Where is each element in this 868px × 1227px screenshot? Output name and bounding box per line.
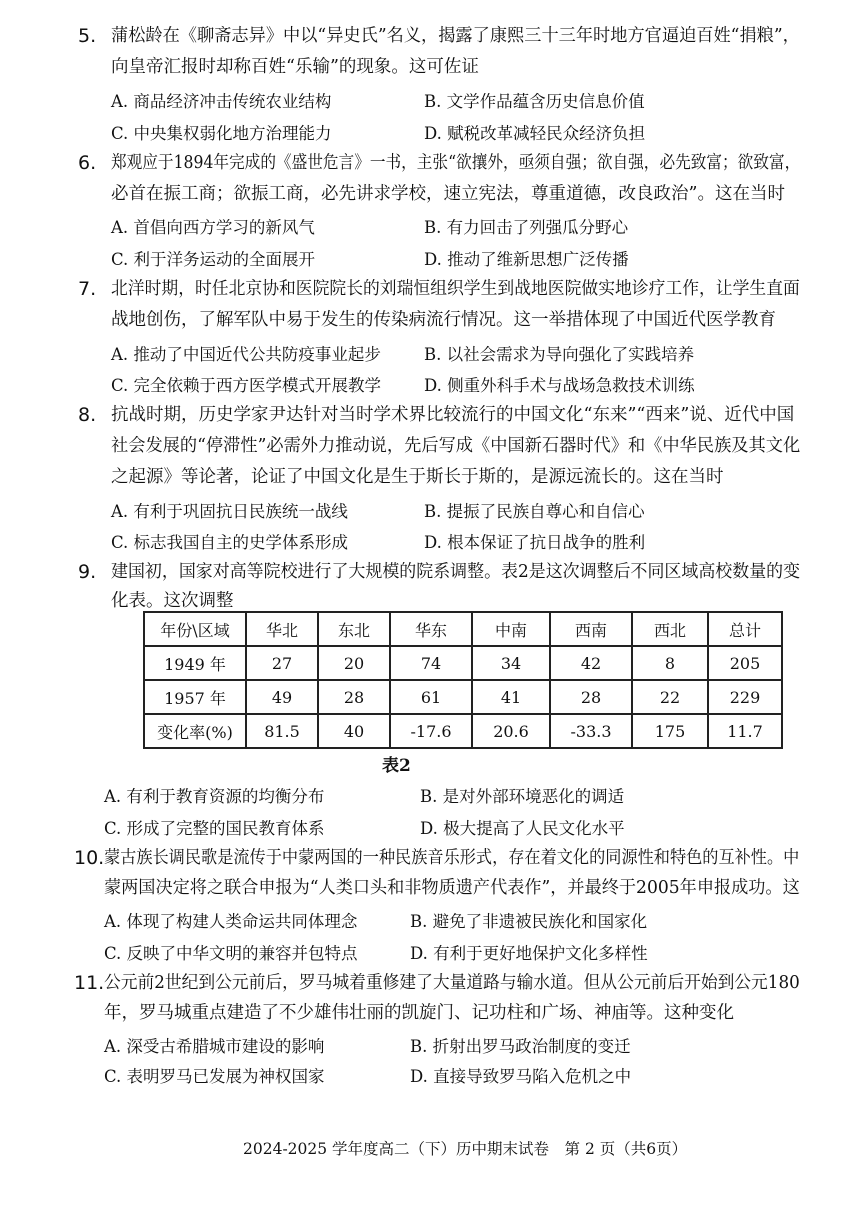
table-row [144, 680, 782, 714]
table-header-row [144, 612, 782, 646]
table-cell: 40 [318, 714, 390, 748]
option-d: D. 赋税改革减轻民众经济负担 [424, 124, 646, 143]
question-stem-line: 建国初，国家对高等院校进行了大规模的院系调整。表2是这次调整后不同区域高校数量的变 [111, 562, 801, 582]
option-a: A. 深受古希腊城市建设的影响 [104, 1037, 325, 1056]
table-cell: 74 [390, 646, 472, 680]
option-d: D. 侧重外科手术与战场急救技术训练 [424, 376, 695, 395]
question-stem-line: 战地创伤，了解军队中易于发生的传染病流行情况。这一举措体现了中国近代医学教育 [111, 310, 776, 330]
table-cell: 205 [708, 646, 782, 680]
option-a: A. 体现了构建人类命运共同体理念 [104, 912, 358, 931]
question-stem-line: 公元前2世纪到公元前后，罗马城着重修建了大量道路与输水道。但从公元前后开始到公元180 [104, 973, 800, 993]
option-d: D. 根本保证了抗日战争的胜利 [424, 533, 646, 552]
table-header-cell: 华东 [390, 612, 472, 646]
question-stem-line: 蒙古族长调民歌是流传于中蒙两国的一种民族音乐形式，存在着文化的同源性和特色的互补性。中 [104, 848, 800, 868]
option-a: A. 推动了中国近代公共防疫事业起步 [111, 345, 381, 364]
table-cell: 1949 年 [144, 646, 246, 680]
table-cell: 27 [246, 646, 318, 680]
table-header-cell: 西北 [632, 612, 708, 646]
option-a: A. 有利于巩固抗日民族统一战线 [111, 502, 348, 521]
question-number: 5. [78, 25, 97, 47]
table-caption: 表2 [382, 756, 411, 776]
table-cell: 20.6 [472, 714, 550, 748]
question-stem-line: 必首在振工商；欲振工商，必先讲求学校，速立宪法，尊重道德，改良政治”。这在当时 [111, 184, 785, 204]
table-cell: 1957 年 [144, 680, 246, 714]
question-stem-line: 向皇帝汇报时却称百姓“乐输”的现象。这可佐证 [111, 57, 479, 77]
table-cell: 变化率(%) [144, 714, 246, 748]
question-stem-line: 蒲松龄在《聊斋志异》中以“异史氏”名义，揭露了康熙三十三年时地方官逼迫百姓“捐粮”， [111, 26, 800, 46]
question-number: 10. [74, 847, 105, 869]
table-cell: 8 [632, 646, 708, 680]
option-c: C. 反映了中华文明的兼容并包特点 [104, 944, 358, 963]
table-cell: 81.5 [246, 714, 318, 748]
table-cell: -33.3 [550, 714, 632, 748]
question-stem-line: 化表。这次调整 [111, 591, 234, 611]
table-cell: 20 [318, 646, 390, 680]
table-2 [143, 611, 783, 749]
question-number: 7. [78, 278, 97, 300]
table-cell: 229 [708, 680, 782, 714]
table-header-cell: 华北 [246, 612, 318, 646]
question-number: 6. [78, 152, 97, 174]
question-number: 8. [78, 404, 97, 426]
table-header-cell: 中南 [472, 612, 550, 646]
table-cell: 22 [632, 680, 708, 714]
table-header-cell: 东北 [318, 612, 390, 646]
table-cell: 28 [318, 680, 390, 714]
question-stem-line: 蒙两国决定将之联合申报为“人类口头和非物质遗产代表作”，并最终于2005年申报成功。这 [104, 878, 800, 898]
table-cell: 41 [472, 680, 550, 714]
option-b: B. 以社会需求为导向强化了实践培养 [424, 345, 695, 364]
option-b: B. 避免了非遗被民族化和国家化 [410, 912, 648, 931]
question-stem-line: 之起源》等论著，论证了中国文化是生于斯长于斯的，是源远流长的。这在当时 [111, 467, 724, 487]
option-a: A. 有利于教育资源的均衡分布 [104, 787, 325, 806]
option-c: C. 形成了完整的国民教育体系 [104, 819, 325, 838]
question-stem-line: 北洋时期，时任北京协和医院院长的刘瑞恒组织学生到战地医院做实地诊疗工作，让学生直面 [111, 279, 800, 299]
table-cell: 49 [246, 680, 318, 714]
option-b: B. 折射出罗马政治制度的变迁 [410, 1037, 631, 1056]
table-header-cell: 总计 [708, 612, 782, 646]
option-d: D. 直接导致罗马陷入危机之中 [410, 1067, 632, 1086]
option-b: B. 提振了民族自尊心和自信心 [424, 502, 645, 521]
table-header-cell: 西南 [550, 612, 632, 646]
option-c: C. 完全依赖于西方医学模式开展教学 [111, 376, 382, 395]
option-a: A. 商品经济冲击传统农业结构 [111, 92, 332, 111]
option-c: C. 标志我国自主的史学体系形成 [111, 533, 349, 552]
option-c: C. 表明罗马已发展为神权国家 [104, 1067, 325, 1086]
table-cell: 42 [550, 646, 632, 680]
question-stem-line: 抗战时期，历史学家尹达针对当时学术界比较流行的中国文化“东来”“西来”说、近代中国 [111, 405, 795, 425]
option-c: C. 中央集权弱化地方治理能力 [111, 124, 332, 143]
table-header-cell: 年份\区域 [144, 612, 246, 646]
table-cell: 11.7 [708, 714, 782, 748]
table-cell: 175 [632, 714, 708, 748]
question-stem-line: 社会发展的“停滞性”必需外力推动说，先后写成《中国新石器时代》和《中华民族及其文化 [111, 436, 801, 456]
table-cell: -17.6 [390, 714, 472, 748]
question-stem-line: 年，罗马城重点建造了不少雄伟壮丽的凯旋门、记功柱和广场、神庙等。这种变化 [104, 1003, 734, 1023]
question-stem-line: 郑观应于1894年完成的《盛世危言》一书，主张“欲攘外，亟须自强；欲自强，必先致富；欲致富， [111, 153, 801, 173]
question-number: 9. [78, 561, 97, 583]
option-a: A. 首倡向西方学习的新风气 [111, 218, 315, 237]
table-cell: 61 [390, 680, 472, 714]
table-row [144, 646, 782, 680]
option-c: C. 利于洋务运动的全面展开 [111, 250, 316, 269]
table-cell: 34 [472, 646, 550, 680]
option-d: D. 有利于更好地保护文化多样性 [410, 944, 648, 963]
option-d: D. 极大提高了人民文化水平 [420, 819, 625, 838]
table-row [144, 714, 782, 748]
page-footer: 2024-2025 学年度高二（下）历中期末试卷 第 2 页（共6页） [243, 1140, 688, 1158]
option-b: B. 有力回击了列强瓜分野心 [424, 218, 629, 237]
option-b: B. 是对外部环境恶化的调适 [420, 787, 625, 806]
question-number: 11. [74, 972, 105, 994]
option-d: D. 推动了维新思想广泛传播 [424, 250, 629, 269]
option-b: B. 文学作品蕴含历史信息价值 [424, 92, 645, 111]
table-cell: 28 [550, 680, 632, 714]
